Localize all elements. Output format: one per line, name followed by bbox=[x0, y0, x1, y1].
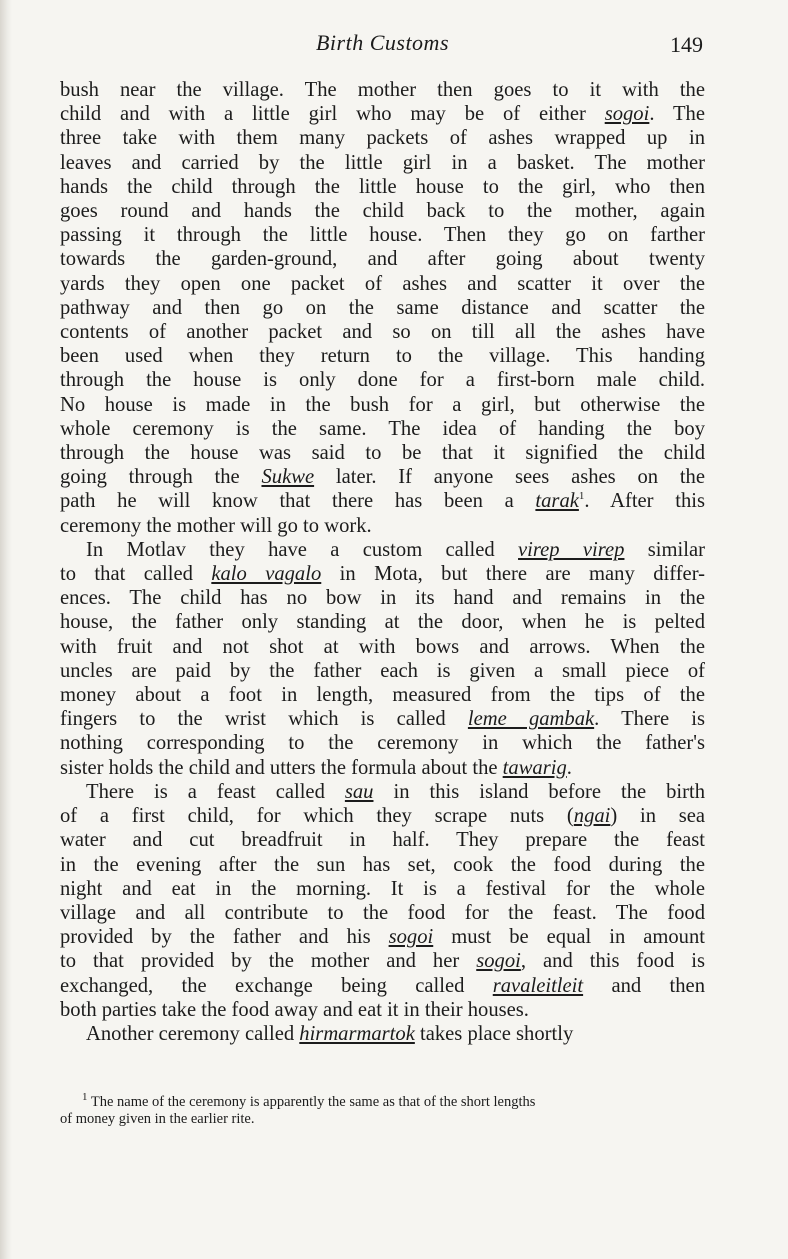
italic-term: Sukwe bbox=[261, 466, 315, 489]
footnote-line: $^1$ The name of the ceremony is apparently the same as that of the short lengths bbox=[82, 1091, 536, 1110]
paragraph bbox=[60, 780, 705, 1022]
text-line: hands the child through the little house to the girl, who then bbox=[60, 175, 705, 198]
text-line: village and all contribute to the food for the feast. The food bbox=[60, 901, 705, 924]
text-line: house, the father only standing at the door, when he is pelted bbox=[60, 611, 705, 634]
text-line: three take with them many packets of ashes wrapped up in bbox=[60, 127, 705, 150]
text-line: to that called kalo vagalo in Mota, but there are many differ- bbox=[60, 563, 706, 586]
text-line: money about a foot in length, measured from the tips of the bbox=[60, 684, 705, 707]
footnote-line: of money given in the earlier rite. bbox=[60, 1111, 255, 1127]
text-line: goes round and hands the child back to the mother, again bbox=[60, 200, 705, 223]
text-line: leaves and carried by the little girl in a basket. The mother bbox=[60, 151, 705, 174]
italic-term: tawarig bbox=[502, 756, 567, 779]
footnote bbox=[60, 1091, 705, 1128]
text-line: been used when they return to the village. This handing bbox=[60, 345, 705, 368]
body-text bbox=[60, 78, 705, 1046]
text-line: There is a feast called sau in this island before the birth bbox=[86, 780, 706, 803]
text-line: yards they open one packet of ashes and scatter it over the bbox=[60, 272, 705, 295]
text-line: exchanged, the exchange being called ravaleitleit and then bbox=[60, 974, 705, 997]
italic-term: ravaleitleit bbox=[492, 974, 584, 997]
text-line: ceremony the mother will go to work. bbox=[60, 514, 372, 537]
text-line: child and with a little girl who may be of either sogoi. The bbox=[60, 103, 705, 126]
text-line: through the house was said to be that it signified the child bbox=[60, 442, 705, 465]
text-line: uncles are paid by the father each is given a small piece of bbox=[60, 659, 705, 682]
page-spine-shadow bbox=[0, 0, 12, 1259]
footnote-marker: 1 bbox=[82, 1091, 88, 1104]
text-line: In Motlav they have a custom called virep virep similar bbox=[86, 538, 705, 561]
text-line: in the evening after the sun has set, cook the food during the bbox=[60, 853, 705, 876]
text-line: night and eat in the morning. It is a festival for the whole bbox=[60, 877, 705, 900]
text-line: to that provided by the mother and her sogoi, and this food is bbox=[60, 950, 706, 973]
text-line: bush near the village. The mother then goes to it with the bbox=[60, 79, 705, 101]
text-line: contents of another packet and so on till all the ashes have bbox=[60, 321, 705, 344]
italic-term: hirmarmartok bbox=[299, 1022, 415, 1045]
italic-term: sau bbox=[344, 780, 374, 803]
italic-term: ngai bbox=[573, 805, 611, 828]
text-line: Another ceremony called hirmarmartok takes place shortly bbox=[86, 1022, 574, 1045]
italic-term: kalo vagalo bbox=[211, 563, 322, 586]
text-line: No house is made in the bush for a girl, but otherwise the bbox=[60, 393, 705, 416]
text-line: pathway and then go on the same distance and scatter the bbox=[60, 296, 705, 319]
text-line: through the house is only done for a first-born male child. bbox=[60, 369, 705, 392]
italic-term: virep virep bbox=[518, 538, 625, 561]
text-line: whole ceremony is the same. The idea of handing the boy bbox=[60, 417, 705, 440]
text-line: path he will know that there has been a tarak$^1$. After this bbox=[60, 490, 705, 513]
italic-term: tarak bbox=[535, 490, 579, 513]
text-line: ences. The child has no bow in its hand and remains in the bbox=[60, 587, 705, 610]
text-line: of a first child, for which they scrape nuts (ngai) in sea bbox=[60, 805, 705, 828]
paragraph bbox=[60, 78, 705, 538]
italic-term: sogoi bbox=[476, 950, 521, 973]
page-number: 149 bbox=[670, 32, 703, 57]
text-line: sister holds the child and utters the formula about the tawarig. bbox=[60, 756, 572, 779]
italic-term: sogoi bbox=[388, 926, 434, 949]
text-line: both parties take the food away and eat it in their houses. bbox=[60, 998, 529, 1021]
text-line: nothing corresponding to the ceremony in which the father's bbox=[60, 732, 705, 755]
paragraph bbox=[60, 1022, 705, 1046]
paragraph bbox=[60, 538, 705, 780]
running-head: Birth Customs bbox=[315, 30, 450, 55]
text-line: fingers to the wrist which is called leme gambak. There is bbox=[60, 708, 705, 731]
page-header bbox=[60, 30, 705, 64]
text-line: going through the Sukwe later. If anyone sees ashes on the bbox=[60, 466, 705, 489]
italic-term: leme gambak bbox=[467, 708, 595, 731]
text-line: water and cut breadfruit in half. They prepare the feast bbox=[60, 829, 705, 852]
text-line: provided by the father and his sogoi must be equal in amount bbox=[60, 926, 705, 949]
footnote-marker: 1 bbox=[578, 490, 585, 503]
text-line: towards the garden-ground, and after going about twenty bbox=[60, 248, 705, 271]
text-line: passing it through the little house. Then they go on farther bbox=[60, 224, 705, 247]
italic-term: sogoi bbox=[604, 103, 650, 126]
text-line: with fruit and not shot at with bows and arrows. When the bbox=[60, 635, 705, 658]
